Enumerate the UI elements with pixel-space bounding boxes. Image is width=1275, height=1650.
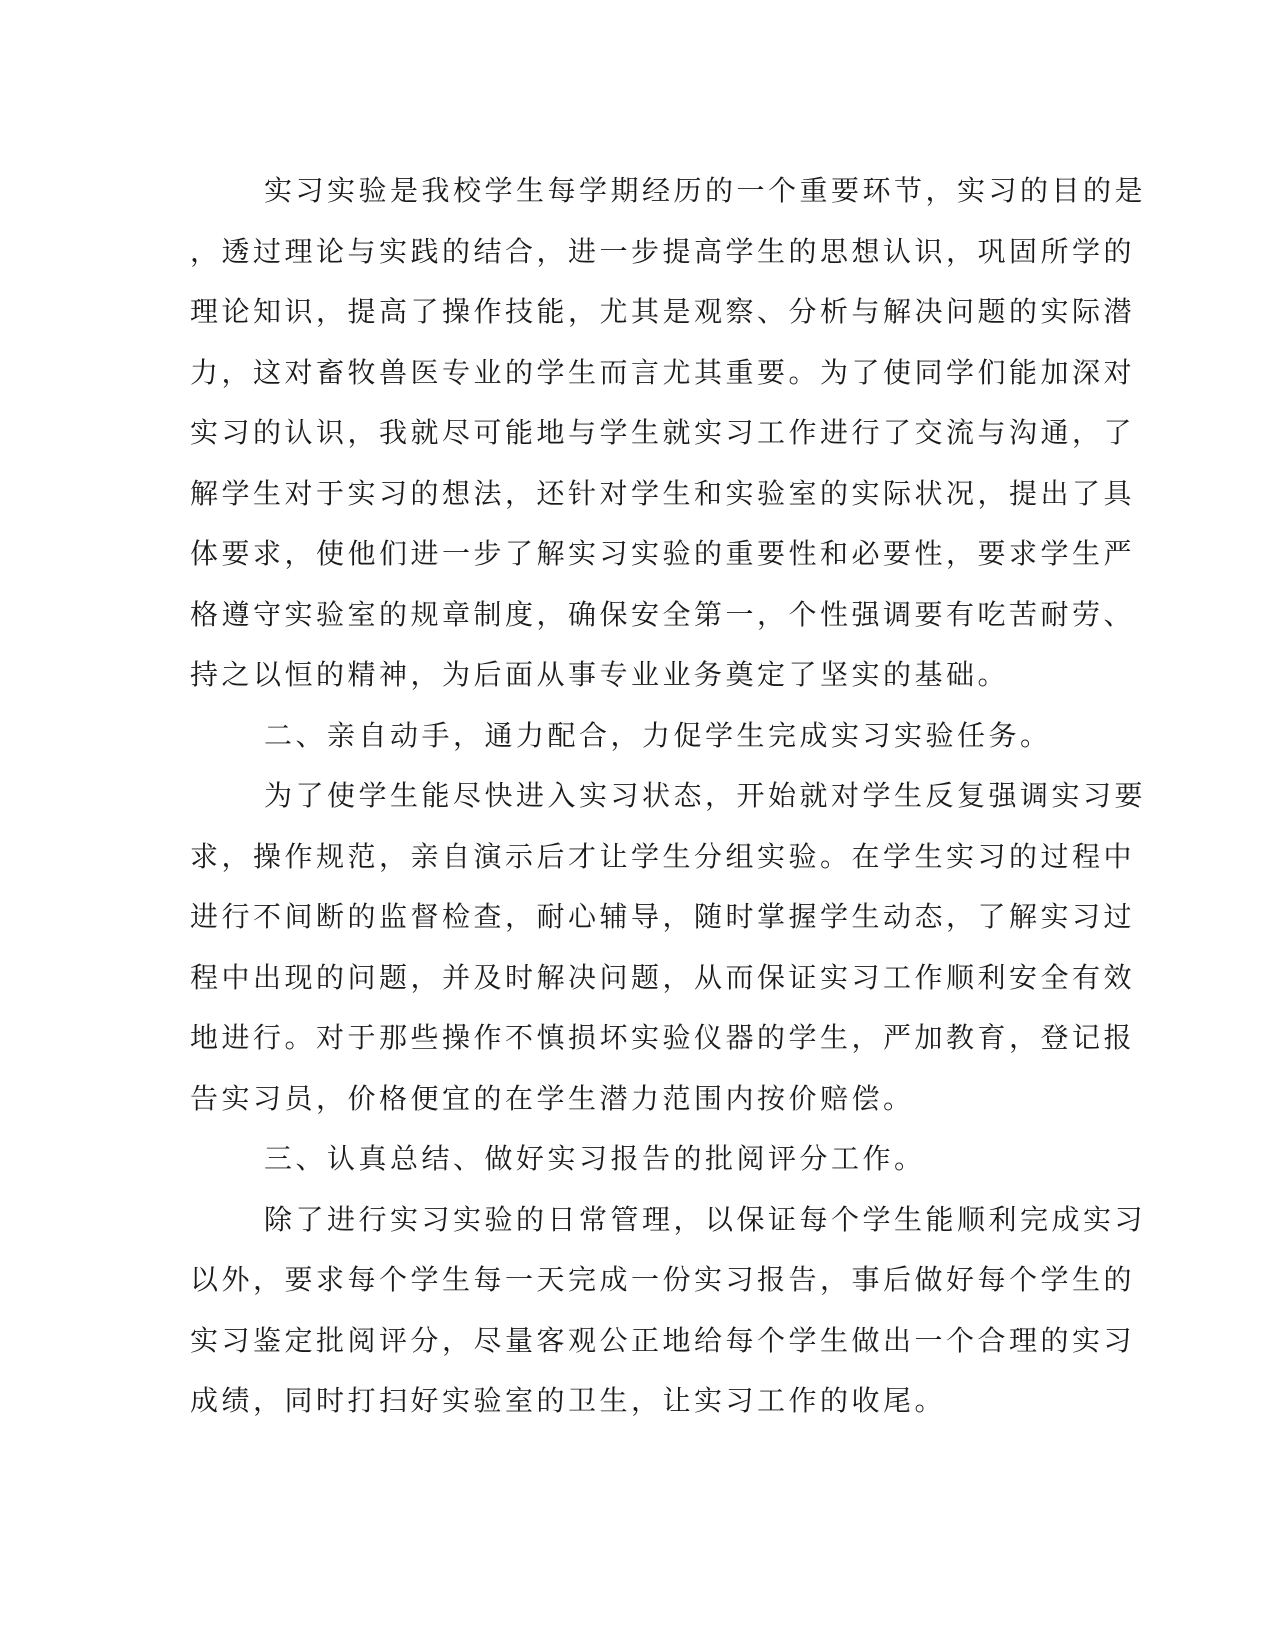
paragraph-line: ，透过理论与实践的结合，进一步提高学生的思想认识，巩固所学的 [190,234,1136,268]
paragraph-line: 实习鉴定批阅评分，尽量客观公正地给每个学生做出一个合理的实习 [190,1323,1136,1357]
paragraph-line: 持之以恒的精神，为后面从事专业业务奠定了坚实的基础。 [190,658,1010,691]
paragraph-line: 实习实验是我校学生每学期经历的一个重要环节，实习的目的是 [264,174,1147,207]
paragraph-line: 程中出现的问题，并及时解决问题，从而保证实习工作顺利安全有效 [190,960,1136,994]
paragraph-line: 格遵守实验室的规章制度，确保安全第一，个性强调要有吃苦耐劳、 [190,597,1136,631]
paragraph-line: 进行不间断的监督检查，耐心辅导，随时掌握学生动态，了解实习过 [190,900,1136,933]
section-heading: 三、认真总结、做好实习报告的批阅评分工作。 [264,1142,926,1175]
paragraph-line: 除了进行实习实验的日常管理，以保证每个学生能顺利完成实习 [264,1202,1147,1236]
document-body [190,161,1147,1432]
paragraph-line: 以外，要求每个学生每一天完成一份实习报告，事后做好每个学生的 [190,1263,1136,1296]
paragraph-line: 理论知识，提高了操作技能，尤其是观察、分析与解决问题的实际潜 [190,295,1136,328]
paragraph-line: 地进行。对于那些操作不慎损坏实验仪器的学生，严加教育，登记报 [190,1021,1136,1054]
paragraph-line: 求，操作规范，亲自演示后才让学生分组实验。在学生实习的过程中 [190,839,1136,873]
paragraph-line: 实习的认识，我就尽可能地与学生就实习工作进行了交流与沟通，了 [190,416,1136,449]
section-heading: 二、亲自动手，通力配合，力促学生完成实习实验任务。 [264,718,1052,752]
paragraph-line: 告实习员，价格便宜的在学生潜力范围内按价赔偿。 [190,1081,915,1115]
paragraph-line: 成绩，同时打扫好实验室的卫生，让实习工作的收尾。 [190,1384,947,1417]
paragraph-line: 体要求，使他们进一步了解实习实验的重要性和必要性，要求学生严 [190,537,1136,570]
paragraph-line: 解学生对于实习的想法，还针对学生和实验室的实际状况，提出了具 [190,476,1136,510]
paragraph-line: 为了使学生能尽快进入实习状态，开始就对学生反复强调实习要 [264,779,1147,812]
paragraph-line: 力，这对畜牧兽医专业的学生而言尤其重要。为了使同学们能加深对 [190,355,1136,389]
